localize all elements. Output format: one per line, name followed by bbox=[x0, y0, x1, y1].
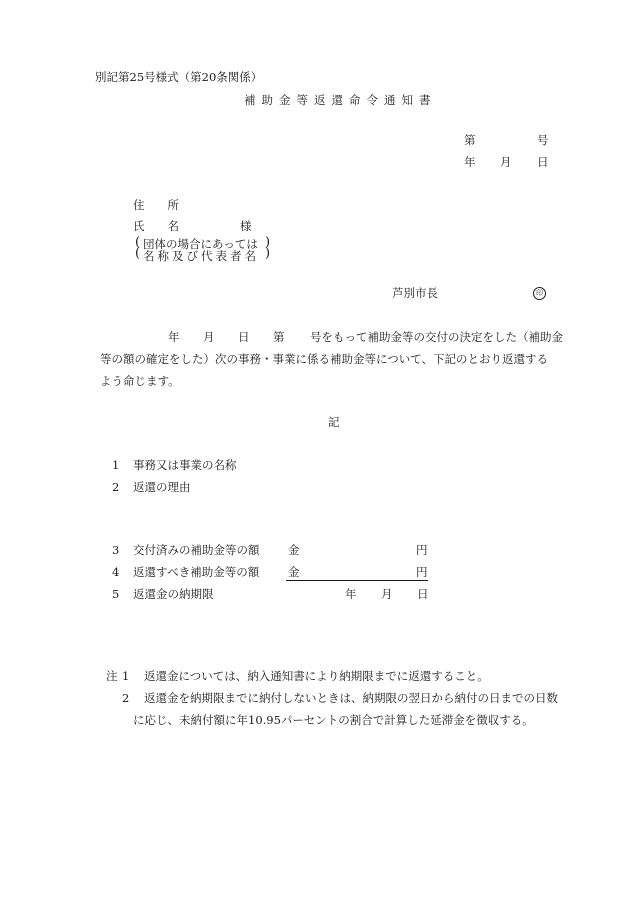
item-1-label: 事務又は事業の名称 bbox=[133, 458, 237, 472]
note-1-text: 返還金については、納入通知書により納期限までに返還すること。 bbox=[144, 669, 489, 683]
note-2-num: 2 bbox=[122, 691, 130, 705]
group-note-bracket-left-lower: ( bbox=[135, 246, 141, 261]
name-label: 氏 名 bbox=[133, 219, 179, 233]
body-day: 日 bbox=[238, 330, 250, 344]
item-4-kin: 金 bbox=[288, 565, 300, 579]
ki-heading: 記 bbox=[328, 415, 340, 429]
note-1-num: 1 bbox=[122, 669, 130, 683]
item-1-num: 1 bbox=[112, 458, 120, 472]
body-line3: よう命じます。 bbox=[100, 374, 180, 388]
date-year: 年 bbox=[464, 155, 476, 169]
item-4-label: 返還すべき補助金等の額 bbox=[133, 565, 260, 579]
item-5-label: 返還金の納期限 bbox=[133, 587, 214, 601]
date-month: 月 bbox=[500, 155, 512, 169]
item-2-num: 2 bbox=[112, 480, 120, 494]
note-2-text: 返還金を納期限までに納付しないときは、納期限の翌日から納付の日までの日数 bbox=[144, 691, 558, 705]
item-4-num: 4 bbox=[112, 565, 120, 579]
item-2-label: 返還の理由 bbox=[133, 480, 191, 494]
item-4-underline bbox=[286, 580, 428, 581]
body-line2: 等の額の確定をした）次の事務・事業に係る補助金等について、下記のとおり返還する bbox=[100, 352, 549, 366]
issuer-title: 芦別市長 bbox=[392, 286, 438, 300]
group-note-bracket-right-lower: ) bbox=[265, 246, 271, 261]
item-5-day: 日 bbox=[417, 587, 429, 601]
body-line1-text: 号をもって補助金等の交付の決定をした（補助金 bbox=[310, 330, 563, 344]
form-label: 別記第25号様式（第20条関係） bbox=[95, 70, 263, 84]
item-3-kin: 金 bbox=[288, 543, 300, 557]
note-2-continued: に応じ、未納付額に年10.95パーセントの割合で計算した延滞金を徴収する。 bbox=[133, 713, 534, 727]
address-label: 住 所 bbox=[133, 198, 179, 212]
doc-number-suffix: 号 bbox=[537, 133, 549, 147]
document-title: 補助金等返還命令通知書 bbox=[244, 93, 437, 107]
body-number: 第 bbox=[273, 330, 285, 344]
item-4-yen: 円 bbox=[416, 565, 428, 579]
seal-icon: 印 bbox=[533, 287, 546, 300]
group-note-bracket-left: ( bbox=[135, 235, 141, 250]
item-3-num: 3 bbox=[112, 543, 120, 557]
doc-number-prefix: 第 bbox=[464, 133, 476, 147]
body-year: 年 bbox=[168, 330, 180, 344]
item-5-month: 月 bbox=[381, 587, 393, 601]
honorific: 様 bbox=[240, 219, 252, 233]
group-note-bracket-right: ) bbox=[265, 235, 271, 250]
group-note-line2: 名称及び代表者名 bbox=[143, 249, 259, 263]
date-day: 日 bbox=[537, 155, 549, 169]
group-note-line1: 団体の場合にあっては bbox=[143, 237, 258, 251]
item-3-label: 交付済みの補助金等の額 bbox=[133, 543, 260, 557]
item-5-year: 年 bbox=[345, 587, 357, 601]
body-month: 月 bbox=[203, 330, 215, 344]
notes-prefix: 注 bbox=[106, 669, 118, 683]
item-5-num: 5 bbox=[112, 587, 120, 601]
item-3-yen: 円 bbox=[416, 543, 428, 557]
